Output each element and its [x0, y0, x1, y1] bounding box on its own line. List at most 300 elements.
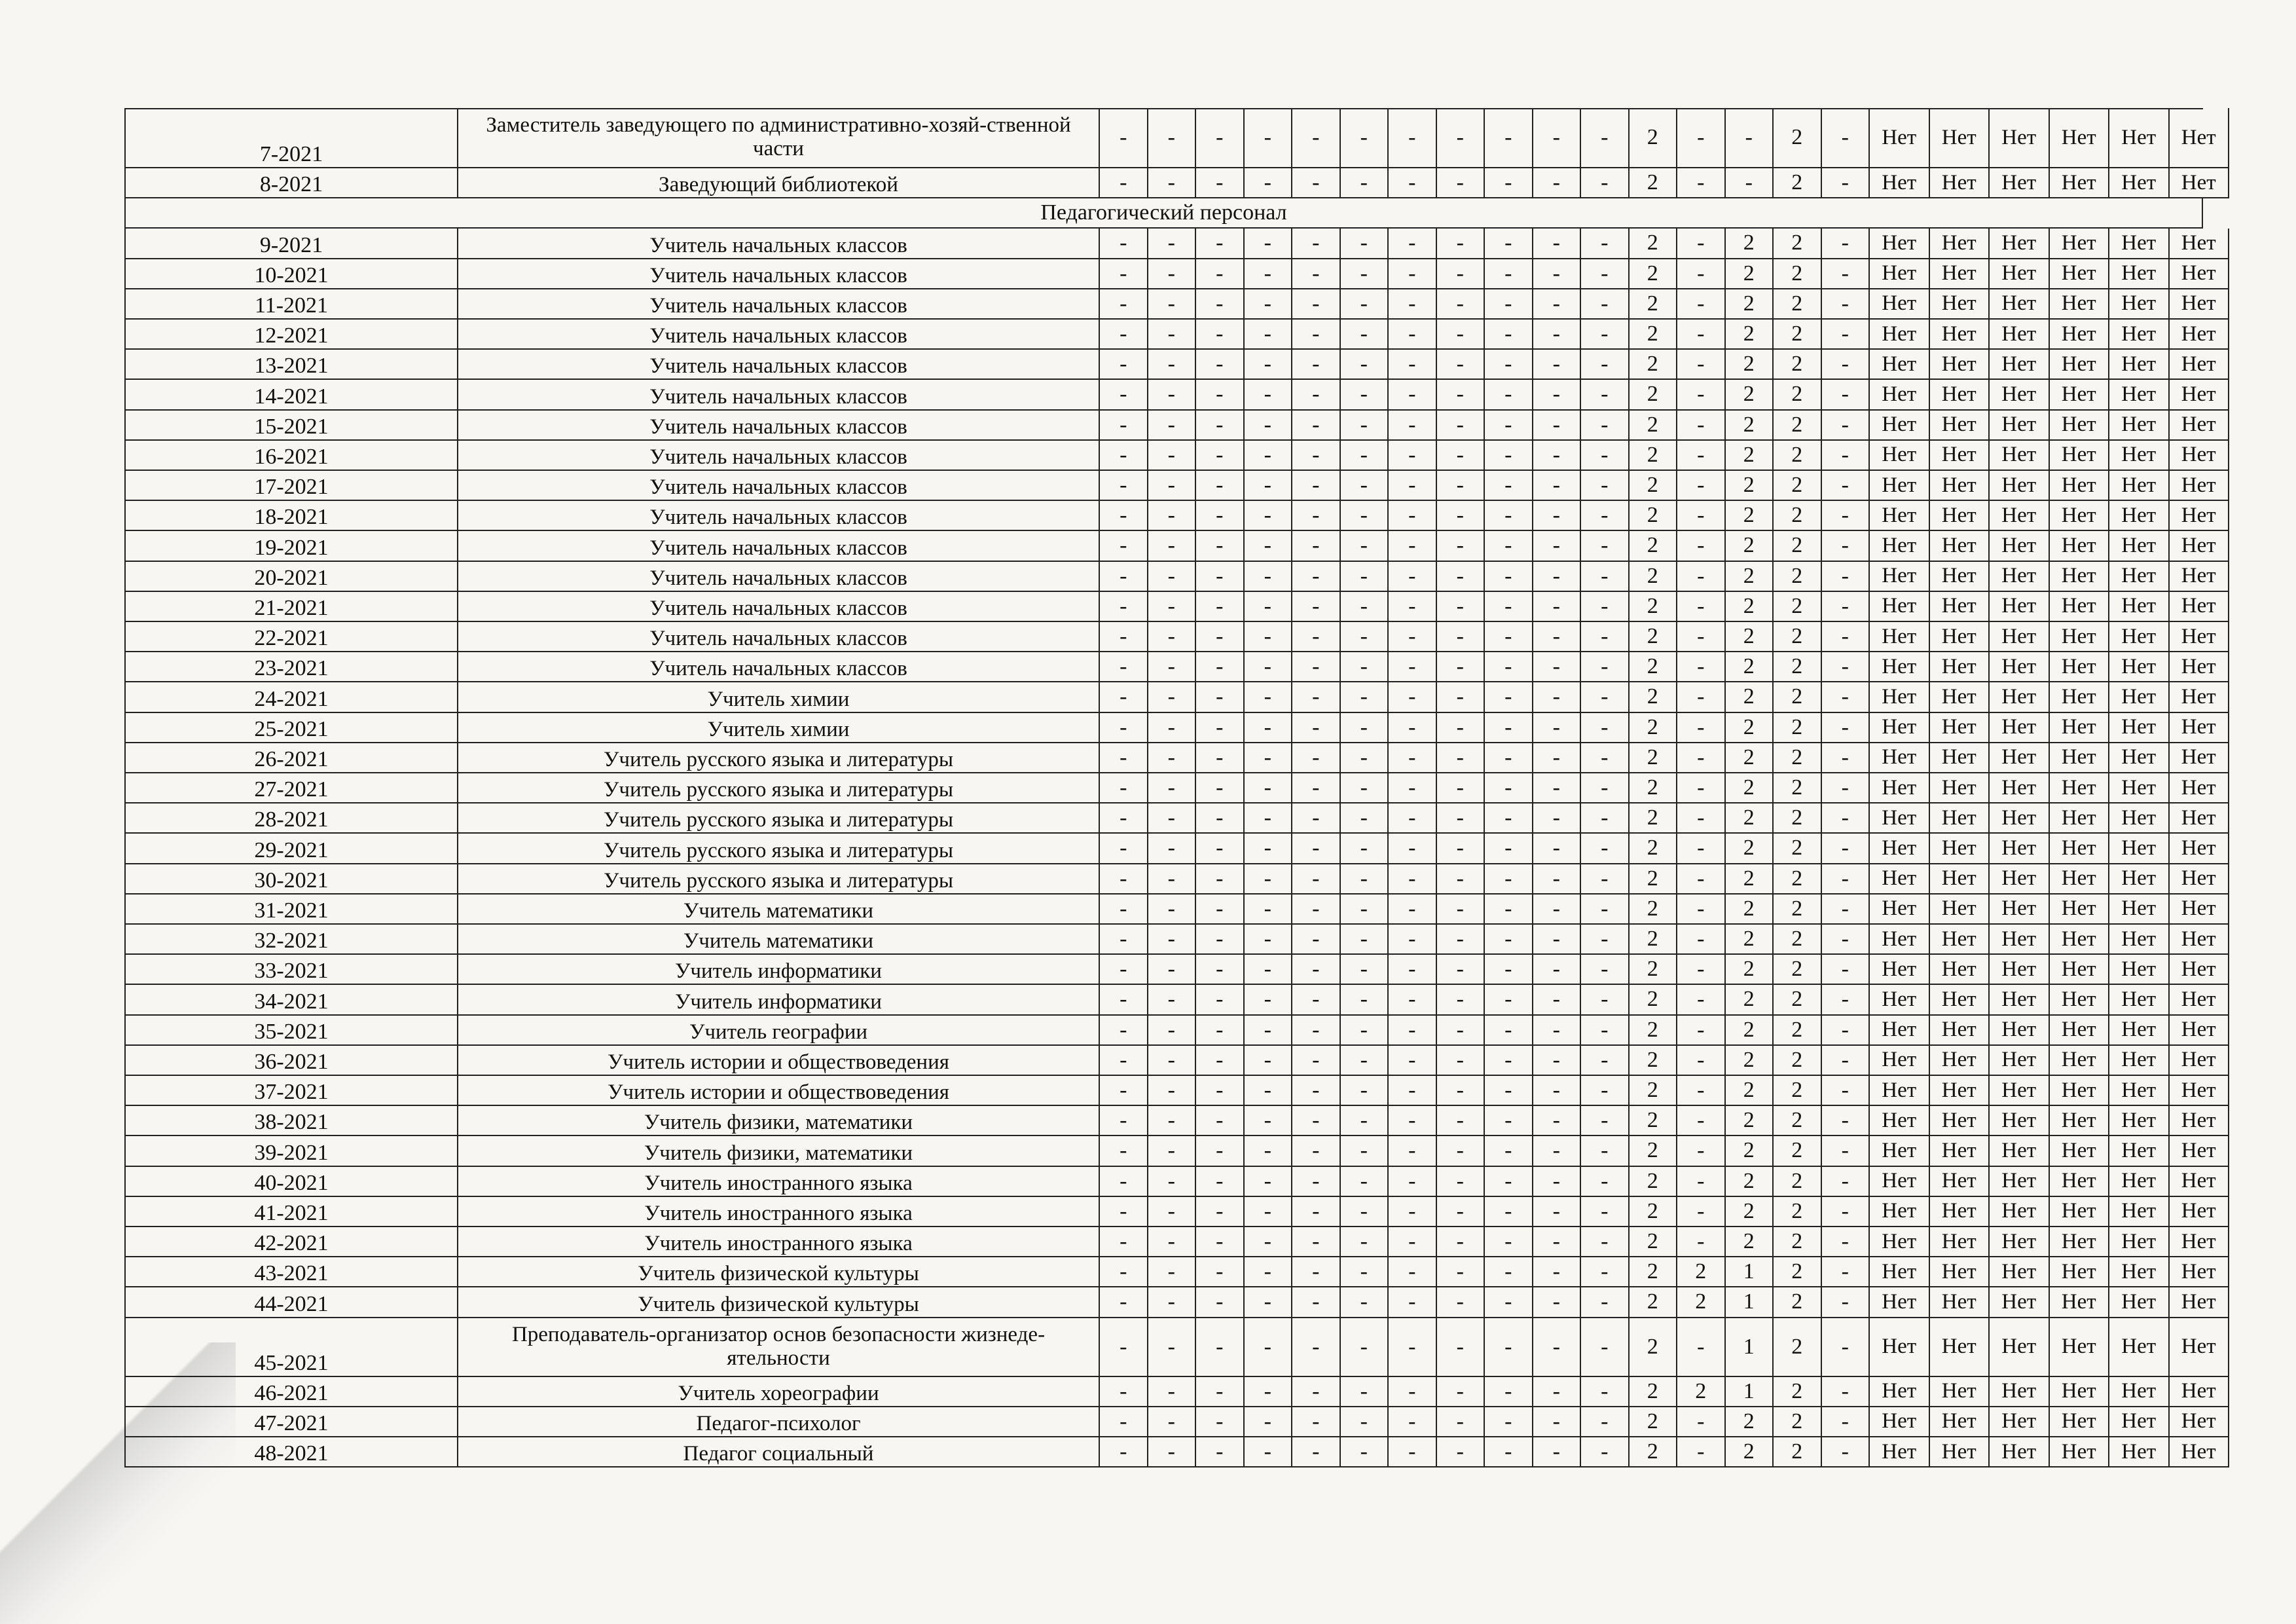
table-row — [124, 1437, 2216, 1467]
value-cell: - — [1196, 1076, 1245, 1106]
value-cell: 2 — [1774, 592, 1822, 622]
value-cell: - — [1292, 229, 1341, 259]
net-cell: Нет — [2050, 350, 2110, 380]
position-cell: Учитель русского языка и литературы — [458, 864, 1100, 895]
value-cell: - — [1100, 803, 1148, 834]
value-cell: - — [1245, 501, 1293, 531]
net-cell: Нет — [2050, 1437, 2110, 1467]
value-cell: - — [1148, 320, 1197, 350]
value-cell: - — [1292, 713, 1341, 743]
value-cell: 2 — [1630, 773, 1678, 803]
value-cell: - — [1822, 501, 1870, 531]
net-cell: Нет — [2050, 380, 2110, 410]
value-cell: - — [1389, 108, 1437, 168]
value-cell: - — [1822, 985, 1870, 1015]
net-cell: Нет — [1990, 501, 2050, 531]
net-cell: Нет — [2170, 1167, 2230, 1197]
value-cell: 2 — [1774, 1076, 1822, 1106]
net-cell: Нет — [1870, 743, 1930, 773]
value-cell: - — [1100, 471, 1148, 501]
table-row — [124, 108, 2216, 168]
net-cell: Нет — [1990, 1287, 2050, 1318]
value-cell: - — [1196, 320, 1245, 350]
value-cell: - — [1485, 380, 1533, 410]
value-cell: - — [1148, 259, 1197, 289]
net-cell: Нет — [1930, 1016, 1990, 1046]
net-cell: Нет — [1930, 531, 1990, 561]
net-cell: Нет — [2050, 1167, 2110, 1197]
row-id-cell: 48-2021 — [124, 1437, 458, 1467]
net-cell: Нет — [2109, 834, 2170, 864]
value-cell: - — [1148, 864, 1197, 895]
value-cell: - — [1292, 1197, 1341, 1227]
net-cell: Нет — [1990, 1407, 2050, 1437]
value-cell: - — [1292, 895, 1341, 925]
net-cell: Нет — [2109, 1318, 2170, 1377]
value-cell: - — [1341, 1318, 1389, 1377]
value-cell: - — [1292, 441, 1341, 471]
net-cell: Нет — [1930, 562, 1990, 592]
net-cell: Нет — [1930, 622, 1990, 652]
net-cell: Нет — [1930, 441, 1990, 471]
value-cell: - — [1485, 1046, 1533, 1076]
net-cell: Нет — [1870, 1076, 1930, 1106]
net-cell: Нет — [1990, 713, 2050, 743]
value-cell: - — [1100, 1257, 1148, 1287]
position-cell: Учитель начальных классов — [458, 259, 1100, 289]
value-cell: - — [1437, 803, 1485, 834]
net-cell: Нет — [2109, 531, 2170, 561]
value-cell: - — [1292, 1106, 1341, 1136]
value-cell: - — [1100, 925, 1148, 955]
value-cell: - — [1581, 1257, 1630, 1287]
value-cell: - — [1245, 411, 1293, 441]
value-cell: - — [1485, 562, 1533, 592]
value-cell: 2 — [1630, 622, 1678, 652]
value-cell: 2 — [1726, 955, 1774, 985]
table-row — [124, 441, 2216, 471]
value-cell: - — [1100, 289, 1148, 320]
value-cell: - — [1245, 471, 1293, 501]
value-cell: - — [1822, 955, 1870, 985]
position-cell: Учитель русского языка и литературы — [458, 773, 1100, 803]
value-cell: - — [1196, 985, 1245, 1015]
net-cell: Нет — [1990, 471, 2050, 501]
value-cell: - — [1581, 622, 1630, 652]
net-cell: Нет — [2170, 108, 2230, 168]
value-cell: - — [1437, 350, 1485, 380]
table-row — [124, 471, 2216, 501]
value-cell: - — [1533, 1076, 1582, 1106]
net-cell: Нет — [2050, 531, 2110, 561]
value-cell: - — [1196, 1106, 1245, 1136]
value-cell: - — [1533, 1287, 1582, 1318]
value-cell: 2 — [1774, 773, 1822, 803]
value-cell: - — [1341, 562, 1389, 592]
value-cell: - — [1148, 1046, 1197, 1076]
value-cell: - — [1100, 168, 1148, 198]
value-cell: - — [1581, 350, 1630, 380]
value-cell: - — [1581, 592, 1630, 622]
value-cell: - — [1677, 682, 1726, 712]
net-cell: Нет — [2170, 320, 2230, 350]
position-cell: Педагог социальный — [458, 1437, 1100, 1467]
net-cell: Нет — [1990, 1076, 2050, 1106]
value-cell: - — [1341, 1407, 1389, 1437]
value-cell: - — [1677, 531, 1726, 561]
row-id-cell: 8-2021 — [124, 168, 458, 198]
value-cell: - — [1533, 1437, 1582, 1467]
value-cell: - — [1822, 259, 1870, 289]
value-cell: - — [1196, 1167, 1245, 1197]
value-cell: - — [1148, 1287, 1197, 1318]
net-cell: Нет — [1930, 1318, 1990, 1377]
value-cell: - — [1389, 1167, 1437, 1197]
value-cell: - — [1389, 1377, 1437, 1407]
value-cell: - — [1292, 259, 1341, 289]
net-cell: Нет — [1870, 320, 1930, 350]
value-cell: - — [1196, 289, 1245, 320]
value-cell: - — [1292, 411, 1341, 441]
value-cell: 2 — [1630, 1318, 1678, 1377]
value-cell: - — [1341, 501, 1389, 531]
value-cell: - — [1485, 350, 1533, 380]
value-cell: - — [1148, 1136, 1197, 1166]
net-cell: Нет — [2109, 471, 2170, 501]
net-cell: Нет — [1870, 1136, 1930, 1166]
value-cell: - — [1677, 592, 1726, 622]
value-cell: - — [1677, 168, 1726, 198]
value-cell: - — [1485, 1106, 1533, 1136]
value-cell: - — [1726, 108, 1774, 168]
table-row — [124, 1197, 2216, 1227]
net-cell: Нет — [1930, 1227, 1990, 1257]
row-id-cell: 10-2021 — [124, 259, 458, 289]
value-cell: - — [1533, 803, 1582, 834]
value-cell: 2 — [1630, 1076, 1678, 1106]
value-cell: - — [1822, 289, 1870, 320]
value-cell: 2 — [1630, 1136, 1678, 1166]
value-cell: - — [1485, 1257, 1533, 1287]
value-cell: 2 — [1726, 773, 1774, 803]
value-cell: - — [1822, 531, 1870, 561]
position-cell: Учитель начальных классов — [458, 289, 1100, 320]
value-cell: - — [1148, 1227, 1197, 1257]
net-cell: Нет — [1930, 1407, 1990, 1437]
net-cell: Нет — [2050, 108, 2110, 168]
value-cell: - — [1389, 955, 1437, 985]
net-cell: Нет — [2050, 471, 2110, 501]
value-cell: - — [1533, 441, 1582, 471]
value-cell: - — [1100, 834, 1148, 864]
net-cell: Нет — [2050, 985, 2110, 1015]
value-cell: - — [1437, 441, 1485, 471]
value-cell: 2 — [1726, 501, 1774, 531]
value-cell: 2 — [1774, 1437, 1822, 1467]
value-cell: 2 — [1726, 531, 1774, 561]
value-cell: - — [1533, 864, 1582, 895]
value-cell: - — [1292, 168, 1341, 198]
value-cell: - — [1389, 1437, 1437, 1467]
value-cell: - — [1677, 834, 1726, 864]
value-cell: 2 — [1630, 955, 1678, 985]
net-cell: Нет — [2170, 895, 2230, 925]
net-cell: Нет — [2109, 380, 2170, 410]
value-cell: - — [1581, 229, 1630, 259]
net-cell: Нет — [1930, 1197, 1990, 1227]
value-cell: - — [1100, 1287, 1148, 1318]
value-cell: 2 — [1726, 259, 1774, 289]
value-cell: - — [1292, 985, 1341, 1015]
net-cell: Нет — [2050, 1016, 2110, 1046]
value-cell: - — [1148, 925, 1197, 955]
net-cell: Нет — [1990, 1197, 2050, 1227]
value-cell: - — [1100, 441, 1148, 471]
net-cell: Нет — [2109, 803, 2170, 834]
value-cell: - — [1822, 411, 1870, 441]
net-cell: Нет — [2109, 259, 2170, 289]
value-cell: - — [1341, 955, 1389, 985]
net-cell: Нет — [1930, 289, 1990, 320]
net-cell: Нет — [2109, 925, 2170, 955]
net-cell: Нет — [2170, 501, 2230, 531]
value-cell: - — [1822, 1407, 1870, 1437]
net-cell: Нет — [1930, 1287, 1990, 1318]
row-id-cell: 27-2021 — [124, 773, 458, 803]
net-cell: Нет — [2170, 1106, 2230, 1136]
value-cell: 2 — [1726, 864, 1774, 895]
net-cell: Нет — [2109, 1046, 2170, 1076]
net-cell: Нет — [1870, 501, 1930, 531]
value-cell: - — [1533, 531, 1582, 561]
value-cell: - — [1148, 531, 1197, 561]
net-cell: Нет — [2109, 1167, 2170, 1197]
value-cell: - — [1533, 289, 1582, 320]
value-cell: - — [1389, 471, 1437, 501]
net-cell: Нет — [2170, 471, 2230, 501]
table-row — [124, 350, 2216, 380]
value-cell: 2 — [1726, 471, 1774, 501]
value-cell: - — [1533, 713, 1582, 743]
value-cell: - — [1389, 562, 1437, 592]
value-cell: 2 — [1677, 1287, 1726, 1318]
value-cell: - — [1341, 895, 1389, 925]
position-cell: Учитель начальных классов — [458, 411, 1100, 441]
value-cell: - — [1533, 1318, 1582, 1377]
value-cell: 2 — [1726, 985, 1774, 1015]
value-cell: - — [1292, 1437, 1341, 1467]
value-cell: - — [1196, 803, 1245, 834]
value-cell: - — [1437, 411, 1485, 441]
value-cell: - — [1581, 1318, 1630, 1377]
value-cell: 2 — [1726, 1197, 1774, 1227]
net-cell: Нет — [1870, 864, 1930, 895]
net-cell: Нет — [2050, 864, 2110, 895]
value-cell: - — [1292, 320, 1341, 350]
value-cell: - — [1341, 864, 1389, 895]
value-cell: 2 — [1726, 1106, 1774, 1136]
net-cell: Нет — [2050, 834, 2110, 864]
value-cell: 2 — [1774, 1377, 1822, 1407]
net-cell: Нет — [1990, 1016, 2050, 1046]
value-cell: - — [1437, 1287, 1485, 1318]
position-cell: Учитель начальных классов — [458, 622, 1100, 652]
row-id-cell: 29-2021 — [124, 834, 458, 864]
table-row — [124, 320, 2216, 350]
value-cell: - — [1437, 471, 1485, 501]
value-cell: 2 — [1630, 1106, 1678, 1136]
value-cell: 2 — [1774, 441, 1822, 471]
value-cell: - — [1100, 864, 1148, 895]
value-cell: - — [1292, 1377, 1341, 1407]
net-cell: Нет — [1990, 955, 2050, 985]
net-cell: Нет — [2170, 955, 2230, 985]
value-cell: 2 — [1726, 652, 1774, 682]
value-cell: - — [1581, 289, 1630, 320]
value-cell: - — [1581, 925, 1630, 955]
net-cell: Нет — [1990, 1046, 2050, 1076]
value-cell: - — [1485, 168, 1533, 198]
value-cell: - — [1822, 1076, 1870, 1106]
value-cell: - — [1100, 1407, 1148, 1437]
value-cell: - — [1677, 864, 1726, 895]
net-cell: Нет — [1990, 108, 2050, 168]
value-cell: - — [1581, 1287, 1630, 1318]
net-cell: Нет — [1930, 592, 1990, 622]
value-cell: - — [1485, 1407, 1533, 1437]
value-cell: 2 — [1726, 411, 1774, 441]
value-cell: - — [1196, 229, 1245, 259]
net-cell: Нет — [1870, 1257, 1930, 1287]
value-cell: - — [1389, 592, 1437, 622]
value-cell: - — [1533, 1167, 1582, 1197]
table-row — [124, 592, 2216, 622]
value-cell: - — [1292, 531, 1341, 561]
value-cell: 2 — [1726, 380, 1774, 410]
value-cell: - — [1389, 1287, 1437, 1318]
value-cell: - — [1245, 592, 1293, 622]
value-cell: - — [1533, 925, 1582, 955]
value-cell: 2 — [1726, 1167, 1774, 1197]
value-cell: - — [1533, 1257, 1582, 1287]
net-cell: Нет — [1930, 1136, 1990, 1166]
value-cell: 2 — [1726, 1407, 1774, 1437]
value-cell: - — [1389, 229, 1437, 259]
value-cell: - — [1196, 895, 1245, 925]
net-cell: Нет — [1990, 1318, 2050, 1377]
value-cell: - — [1533, 1407, 1582, 1437]
value-cell: 2 — [1630, 168, 1678, 198]
value-cell: 2 — [1630, 380, 1678, 410]
value-cell: - — [1292, 1318, 1341, 1377]
position-cell: Учитель хореографии — [458, 1377, 1100, 1407]
row-id-cell: 17-2021 — [124, 471, 458, 501]
value-cell: - — [1677, 1437, 1726, 1467]
value-cell: 2 — [1774, 411, 1822, 441]
net-cell: Нет — [1930, 713, 1990, 743]
value-cell: - — [1485, 652, 1533, 682]
value-cell: - — [1677, 259, 1726, 289]
value-cell: - — [1292, 1257, 1341, 1287]
value-cell: - — [1245, 441, 1293, 471]
value-cell: - — [1822, 471, 1870, 501]
position-cell: Учитель иностранного языка — [458, 1167, 1100, 1197]
net-cell: Нет — [2050, 1377, 2110, 1407]
value-cell: - — [1485, 1437, 1533, 1467]
table-row — [124, 1016, 2216, 1046]
value-cell: 2 — [1726, 682, 1774, 712]
table-row — [124, 1227, 2216, 1257]
value-cell: - — [1100, 350, 1148, 380]
value-cell: - — [1196, 864, 1245, 895]
value-cell: - — [1437, 1046, 1485, 1076]
value-cell: - — [1196, 411, 1245, 441]
value-cell: 2 — [1774, 168, 1822, 198]
row-id-cell: 15-2021 — [124, 411, 458, 441]
net-cell: Нет — [2109, 108, 2170, 168]
value-cell: - — [1245, 834, 1293, 864]
value-cell: - — [1822, 682, 1870, 712]
value-cell: - — [1100, 562, 1148, 592]
value-cell: 2 — [1630, 320, 1678, 350]
value-cell: - — [1581, 1197, 1630, 1227]
value-cell: - — [1822, 652, 1870, 682]
position-cell: Учитель физической культуры — [458, 1287, 1100, 1318]
net-cell: Нет — [2050, 441, 2110, 471]
row-id-cell: 42-2021 — [124, 1227, 458, 1257]
value-cell: 2 — [1726, 592, 1774, 622]
value-cell: - — [1148, 1106, 1197, 1136]
position-cell: Заместитель заведующего по административно-хозяй-ственной части — [458, 108, 1100, 168]
net-cell: Нет — [2170, 592, 2230, 622]
net-cell: Нет — [1990, 229, 2050, 259]
value-cell: - — [1100, 652, 1148, 682]
value-cell: - — [1677, 562, 1726, 592]
value-cell: - — [1822, 925, 1870, 955]
net-cell: Нет — [1930, 895, 1990, 925]
value-cell: - — [1581, 531, 1630, 561]
value-cell: - — [1437, 1407, 1485, 1437]
net-cell: Нет — [2109, 682, 2170, 712]
net-cell: Нет — [2050, 320, 2110, 350]
net-cell: Нет — [1870, 1318, 1930, 1377]
table-row — [124, 1257, 2216, 1287]
value-cell: - — [1822, 1106, 1870, 1136]
value-cell: - — [1437, 773, 1485, 803]
value-cell: 2 — [1774, 471, 1822, 501]
value-cell: - — [1437, 1076, 1485, 1106]
net-cell: Нет — [1870, 1106, 1930, 1136]
value-cell: - — [1196, 1437, 1245, 1467]
value-cell: - — [1245, 1318, 1293, 1377]
value-cell: - — [1341, 1197, 1389, 1227]
value-cell: - — [1148, 229, 1197, 259]
value-cell: 2 — [1726, 229, 1774, 259]
value-cell: - — [1485, 1016, 1533, 1046]
value-cell: - — [1341, 1106, 1389, 1136]
net-cell: Нет — [2050, 289, 2110, 320]
net-cell: Нет — [1930, 471, 1990, 501]
value-cell: 2 — [1774, 259, 1822, 289]
net-cell: Нет — [2109, 1106, 2170, 1136]
position-cell: Учитель начальных классов — [458, 229, 1100, 259]
value-cell: - — [1292, 743, 1341, 773]
value-cell: 2 — [1630, 864, 1678, 895]
value-cell: - — [1485, 1136, 1533, 1166]
value-cell: - — [1485, 501, 1533, 531]
net-cell: Нет — [2050, 1227, 2110, 1257]
net-cell: Нет — [1990, 1257, 2050, 1287]
